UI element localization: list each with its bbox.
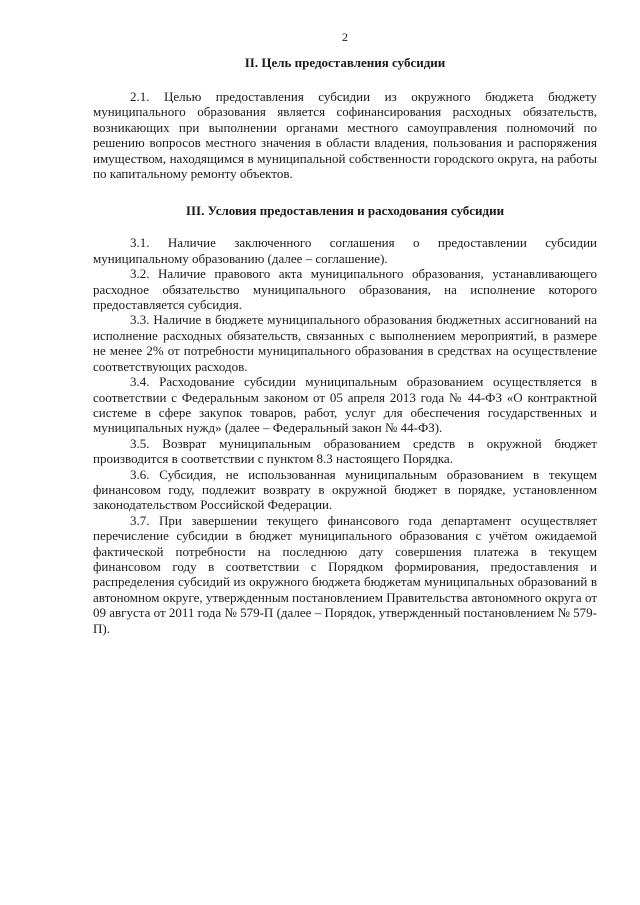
section-2-heading: II. Цель предоставления субсидии (244, 55, 446, 70)
paragraph-3-6: 3.6. Субсидия, не использованная муниципальным образованием в текущем финансовом году, подлежит возврату в окружной бюджет в порядке, установленном законодательством Российской Федерации. (93, 466, 597, 513)
paragraph-3-3: 3.3. Наличие в бюджете муниципального образования бюджетных ассигнований на исполнение расходных обязательств, связанных с выполнением мероприятий, в размере не менее 2% от потребности муниципального образования в средствах на осуществление соответствующих расходов. (93, 312, 597, 374)
paragraph-3-2: 3.2. Наличие правового акта муниципального образования, устанавливающего расходное обязательство муниципального образования, на исполнение которого предоставляется субсидия. (93, 266, 597, 313)
paragraph-3-7: 3.7. При завершении текущего финансового года департамент осуществляет перечисление субсидии в бюджет муниципального образования с учётом ожидаемой фактической потребности на последнюю дату совершения платежа в текущем финансовом году в соответствии с Порядком формирования, предоставления и распределения субсидий из окружного бюджета бюджетам муниципальных образований в автономном округе, утвержденным постановлением Правительства автономного округа от 09 августа от 2011 года № 579-П (далее – Порядок, утвержденный постановлением № 579-П). (93, 512, 597, 636)
paragraph-3-5: 3.5. Возврат муниципальным образованием средств в окружной бюджет производится в соответствии с пунктом 8.3 настоящего Порядка. (93, 435, 597, 467)
document-page (93, 30, 597, 636)
page-number: 2 (342, 30, 348, 44)
paragraph-3-1: 3.1. Наличие заключенного соглашения о предоставлении субсидии муниципальному образованию (далее – соглашение). (93, 235, 597, 266)
paragraph-3-4: 3.4. Расходование субсидии муниципальным образованием осуществляется в соответствии с Федеральным законом от 05 апреля 2013 года № 44-ФЗ «О контрактной системе в сфере закупок товаров, работ, услуг для обеспечения государственных и муниципальных нужд» (далее – Федеральный закон № 44-ФЗ). (93, 374, 597, 436)
section-3-heading: III. Условия предоставления и расходования субсидии (185, 203, 505, 219)
paragraph-2-1: 2.1. Целью предоставления субсидии из окружного бюджета бюджету муниципального образования является софинансирования расходных обязательств, возникающих при выполнении органами местного самоуправления полномочий по решению вопросов местного значения в области владения, пользования и распоряжения имуществом, находящимся в муниципальной собственности городского округа, на работы по капитальному ремонту объектов. (93, 89, 597, 182)
